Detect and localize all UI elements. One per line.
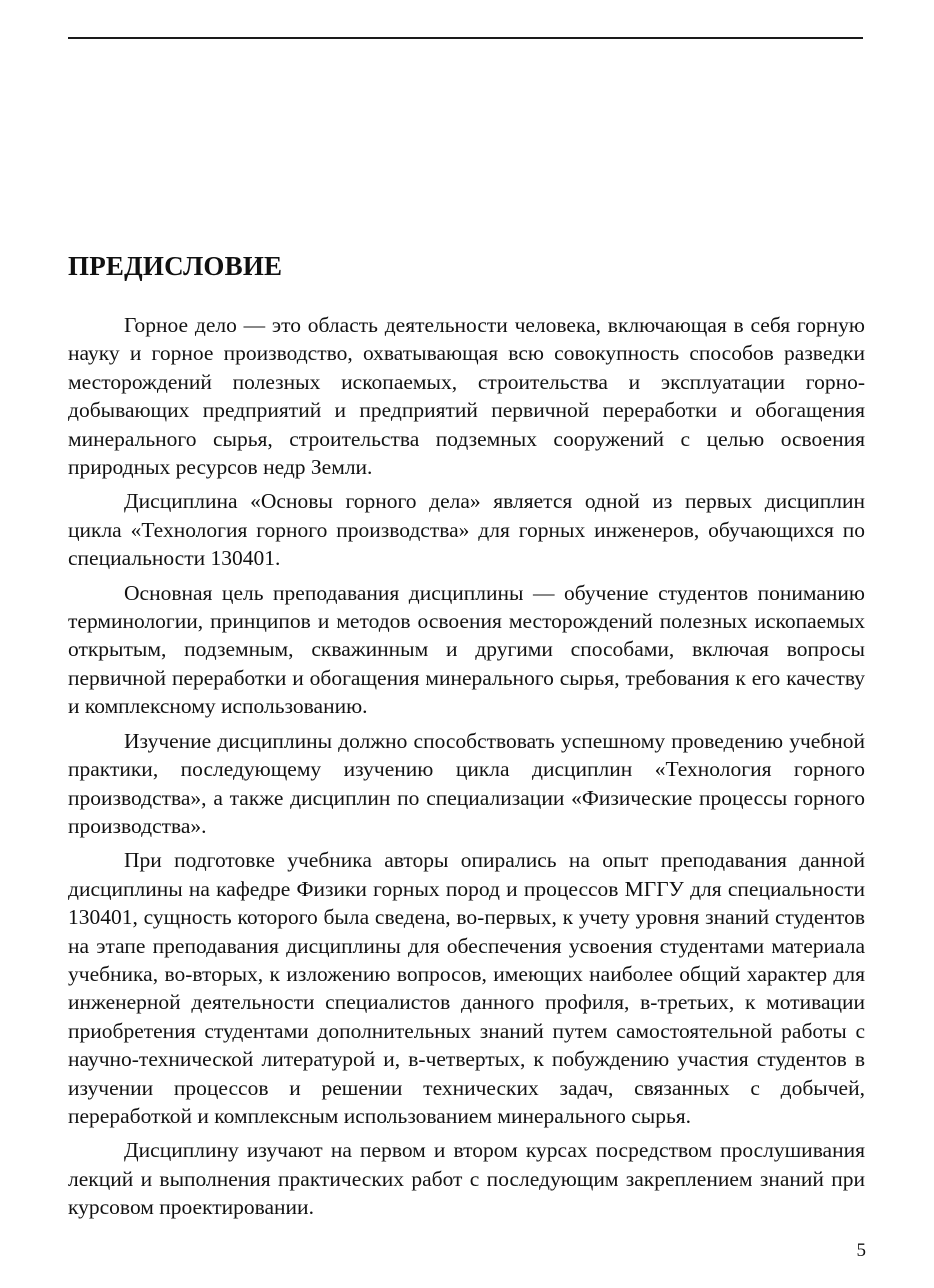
paragraph-6: Дисциплину изучают на первом и втором курсах посредством прослушивания лекций и выполнения практических работ с последующим закреплением знаний при курсовом проектировании. xyxy=(68,1138,865,1220)
paragraph-2: Дисциплина «Основы горного дела» является одной из первых дисциплин цикла «Технология горного производства» для горных инженеров, обучающихся по специальности 130401. xyxy=(68,489,865,571)
page-title: ПРЕДИСЛОВИЕ xyxy=(68,251,283,281)
paragraph-1: Горное дело — это область деятельности человека, включающая в себя горную науку и горное производство, охватывающая всю совокупность способов разведки месторождений полезных ископаемых, строительства и эксплуатации горно-добывающих предприятий и предприятий первичной переработки и обогащения минерального сырья, строительства подземных сооружений с целью освоения природных ресурсов недр Земли. xyxy=(68,313,865,480)
paragraph-4: Изучение дисциплины должно способствовать успешному проведению учебной практики, последующему изучению цикла дисциплин «Технология горного производства», а также дисциплин по специализации «Физические процессы горного производства». xyxy=(68,728,865,838)
header-rule xyxy=(68,37,863,39)
paragraph-5: При подготовке учебника авторы опирались на опыт преподавания данной дисциплины на кафедре Физики горных пород и процессов МГГУ для специальности 130401, сущность которого была сведена, во-первых, к учету уровня знаний студентов на этапе преподавания дисциплины для обеспечения усвоения студентами материала учебника, во-вторых, к изложению вопросов, имеющих наиболее общий характер для инженерной деятельности специалистов данного профиля, в-третьих, к мотивации приобретения студентами дополнительных знаний путем самостоятельной работы с научно-технической литературой и, в-четвертых, к побуждению участия студентов в изучении процессов и решении технических задач, связанных с добычей, переработкой и комплексным использованием минерального сырья. xyxy=(68,848,865,1128)
page-number: 5 xyxy=(856,1240,866,1261)
paragraph-3: Основная цель преподавания дисциплины — обучение студентов пониманию терминологии, принципов и методов освоения месторождений полезных ископаемых открытым, подземным, скважинным и другими способами, включая вопросы первичной переработки и обогащения минерального сырья, требования к его качеству и комплексному использованию. xyxy=(68,580,865,719)
preface-body xyxy=(68,311,865,1228)
